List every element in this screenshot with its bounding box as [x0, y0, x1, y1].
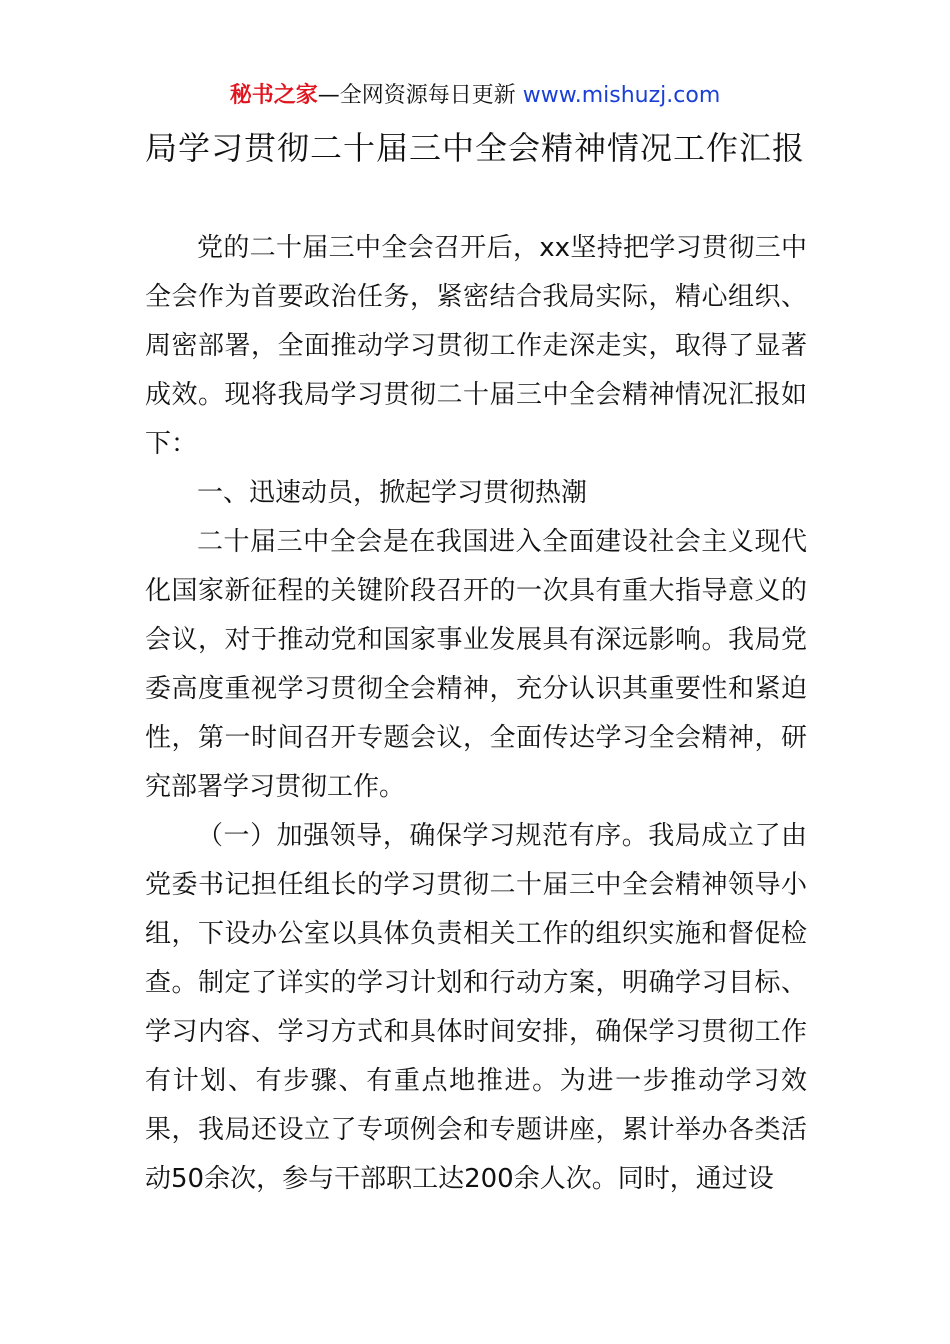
body-paragraph: （一）加强领导，确保学习规范有序。我局成立了由党委书记担任组长的学习贯彻二十届三中全会精神领导小组，下设办公室以具体负责相关工作的组织实施和督促检查。制定了详实的学习计划和行动方案，明确学习目标、学习内容、学习方式和具体时间安排，确保学习贯彻工作有计划、有步骤、有重点地推进。为进一步推动学习效果，我局还设立了专项例会和专题讲座，累计举办各类活动50余次，参与干部职工达200余人次。同时，通过设: [145, 821, 807, 1194]
header-tagline: —全网资源每日更新: [317, 83, 516, 108]
section-heading: 一、迅速动员，掀起学习贯彻热潮: [197, 478, 588, 508]
body-paragraph: 二十届三中全会是在我国进入全面建设社会主义现代化国家新征程的关键阶段召开的一次具有重大指导意义的会议，对于推动党和国家事业发展具有深远影响。我局党委高度重视学习贯彻全会精神，充分认识其重要性和紧迫性，第一时间召开专题会议，全面传达学习全会精神，研究部署学习贯彻工作。: [145, 527, 807, 802]
site-url-link[interactable]: www.mishuzj.com: [522, 83, 721, 108]
brand-name: 秘书之家: [229, 83, 318, 108]
document-body: [145, 224, 807, 1204]
intro-paragraph: 党的二十届三中全会召开后，xx坚持把学习贯彻三中全会作为首要政治任务，紧密结合我局实际，精心组织、周密部署，全面推动学习贯彻工作走深走实，取得了显著成效。现将我局学习贯彻二十届三中全会精神情况汇报如下：: [145, 233, 807, 459]
site-header: [0, 80, 950, 112]
document-title: 局学习贯彻二十届三中全会精神情况工作汇报: [144, 129, 805, 167]
